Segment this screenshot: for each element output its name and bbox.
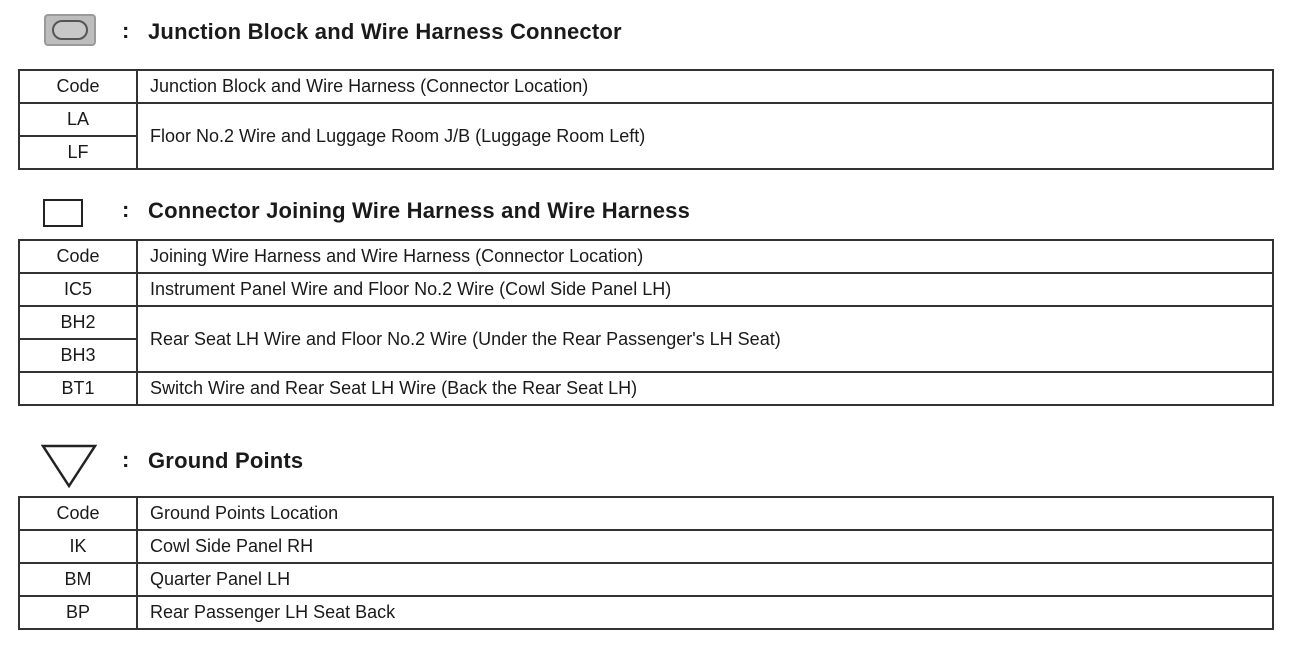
row-code: IC5	[19, 273, 137, 306]
table-row	[19, 273, 1273, 306]
table-row	[19, 596, 1273, 629]
junction-block-table	[18, 69, 1274, 170]
row-desc: Rear Passenger LH Seat Back	[137, 596, 1273, 629]
row-code: BP	[19, 596, 137, 629]
row-code: BM	[19, 563, 137, 596]
header-code: Code	[19, 70, 137, 103]
row-desc: Rear Seat LH Wire and Floor No.2 Wire (Under the Rear Passenger's LH Seat)	[137, 306, 1273, 372]
row-code: BH3	[19, 339, 137, 372]
table-row	[19, 306, 1273, 339]
ground-point-symbol-icon	[40, 443, 98, 489]
section-ground-header	[0, 443, 1312, 477]
section-colon: :	[122, 447, 130, 472]
row-code: BH2	[19, 306, 137, 339]
row-desc: Cowl Side Panel RH	[137, 530, 1273, 563]
section-connector-header	[0, 193, 1312, 227]
row-code: LF	[19, 136, 137, 169]
section-colon: :	[122, 197, 130, 222]
connector-table	[18, 239, 1274, 406]
header-desc: Joining Wire Harness and Wire Harness (Connector Location)	[137, 240, 1273, 273]
header-code: Code	[19, 497, 137, 530]
section-title: Connector Joining Wire Harness and Wire Harness	[148, 198, 691, 223]
section-title: Ground Points	[148, 448, 304, 473]
section-title: Junction Block and Wire Harness Connector	[148, 19, 622, 44]
row-code: IK	[19, 530, 137, 563]
row-desc: Quarter Panel LH	[137, 563, 1273, 596]
header-desc: Ground Points Location	[137, 497, 1273, 530]
row-desc: Floor No.2 Wire and Luggage Room J/B (Luggage Room Left)	[137, 103, 1273, 169]
ground-points-table	[18, 496, 1274, 630]
row-desc: Instrument Panel Wire and Floor No.2 Wire (Cowl Side Panel LH)	[137, 273, 1273, 306]
header-desc: Junction Block and Wire Harness (Connector Location)	[137, 70, 1273, 103]
section-junction-block-header	[0, 14, 1312, 48]
connector-symbol-icon	[43, 199, 83, 227]
table-row	[19, 372, 1273, 405]
table-header-row	[19, 497, 1273, 530]
table-row	[19, 563, 1273, 596]
table-header-row	[19, 70, 1273, 103]
header-code: Code	[19, 240, 137, 273]
row-code: LA	[19, 103, 137, 136]
row-code: BT1	[19, 372, 137, 405]
table-row	[19, 103, 1273, 136]
section-colon: :	[122, 18, 130, 43]
row-desc: Switch Wire and Rear Seat LH Wire (Back the Rear Seat LH)	[137, 372, 1273, 405]
junction-block-symbol-icon	[44, 14, 96, 46]
table-row	[19, 530, 1273, 563]
table-header-row	[19, 240, 1273, 273]
